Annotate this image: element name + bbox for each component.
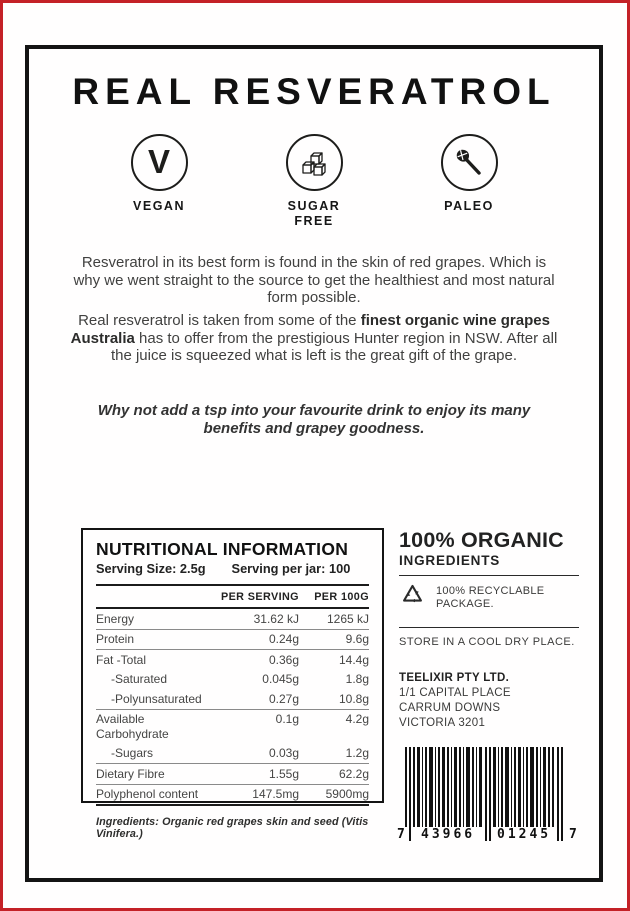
side-column — [399, 528, 579, 845]
bottom-section — [81, 528, 579, 845]
serving-per-jar: Serving per jar: 100 — [231, 561, 351, 576]
label-border-box — [25, 45, 603, 882]
table-row: Fat -Total 0.36g 14.4g — [96, 652, 369, 667]
storage-instructions: STORE IN A COOL DRY PLACE. — [399, 636, 575, 648]
table-row: Energy 31.62 kJ 1265 kJ — [96, 609, 369, 630]
barcode-digit: 7 — [569, 827, 580, 842]
nutrition-title: NUTRITIONAL INFORMATION — [96, 539, 349, 559]
diet-badges-row — [29, 134, 599, 229]
vegan-icon: V — [131, 134, 188, 191]
barcode-digits-group: 01245 — [497, 827, 552, 842]
stone-axe-icon — [441, 134, 498, 191]
recyclable-text: 100% RECYCLABLE PACKAGE. — [436, 585, 545, 610]
divider — [399, 627, 579, 628]
barcode-digits-group: 43966 — [421, 827, 476, 842]
table-row: -Saturated 0.045g 1.8g — [111, 672, 369, 686]
col-per-100g: PER 100G — [314, 591, 369, 603]
barcode — [399, 747, 579, 845]
serving-info — [96, 561, 369, 577]
table-row: Dietary Fibre 1.55g 62.2g — [96, 764, 369, 785]
nutrition-panel — [81, 528, 384, 840]
table-row: -Polyunsaturated 0.27g 10.8g — [96, 689, 369, 710]
sugar-free-label: SUGAR FREE — [287, 199, 341, 228]
divider — [96, 804, 369, 806]
address-line: VICTORIA 3201 — [399, 717, 486, 729]
paleo-label: PALEO — [444, 199, 494, 213]
paleo-badge — [416, 134, 522, 229]
organic-subheading: INGREDIENTS — [399, 553, 501, 568]
col-per-serving: PER SERVING — [220, 591, 299, 603]
sugar-cubes-icon — [286, 134, 343, 191]
company-name: TEELIXIR PTY LTD. — [399, 672, 510, 684]
serving-size: Serving Size: 2.5g — [96, 561, 206, 576]
address-line: CARRUM DOWNS — [399, 702, 501, 714]
vegan-label: VEGAN — [133, 199, 185, 213]
recycle-icon — [399, 582, 426, 614]
ingredients-text: Ingredients: Organic red grapes skin and seed (Vitis Vinifera.) — [96, 816, 369, 840]
recyclable-note — [399, 576, 579, 620]
organic-heading: 100% ORGANIC — [399, 528, 564, 552]
vegan-badge — [106, 134, 212, 229]
table-row: Available Carbohydrate 0.1g 4.2g — [96, 712, 369, 741]
tagline: Why not add a tsp into your favourite drink to enjoy its many benefits and grapey goodness. — [97, 402, 531, 437]
intro-paragraph-1: Resveratrol in its best form is found in the skin of red grapes. Which is why we went straight to the source to get the healthiest and most natural form possible. — [73, 254, 555, 307]
company-address — [399, 671, 579, 731]
barcode-digit: 7 — [397, 827, 408, 842]
address-line: 1/1 CAPITAL PLACE — [399, 687, 511, 699]
table-row: Polyphenol content 147.5mg 5900mg — [96, 787, 369, 801]
table-row: -Sugars 0.03g 1.2g — [96, 744, 369, 765]
table-row: Protein 0.24g 9.6g — [96, 630, 369, 651]
sugar-free-badge — [261, 134, 367, 229]
highlighted-phrase: finest organic wine grapes Australia — [70, 312, 550, 347]
intro-paragraph-2: Real resveratrol is taken from some of the finest organic wine grapes Australia has to offer from the prestigious Hunter region in NSW. After all the juice is squeezed what is left is the great gift of the grape. — [70, 312, 558, 365]
product-title: REAL RESVERATROL — [72, 71, 556, 112]
nutrition-column-headers — [96, 586, 369, 607]
